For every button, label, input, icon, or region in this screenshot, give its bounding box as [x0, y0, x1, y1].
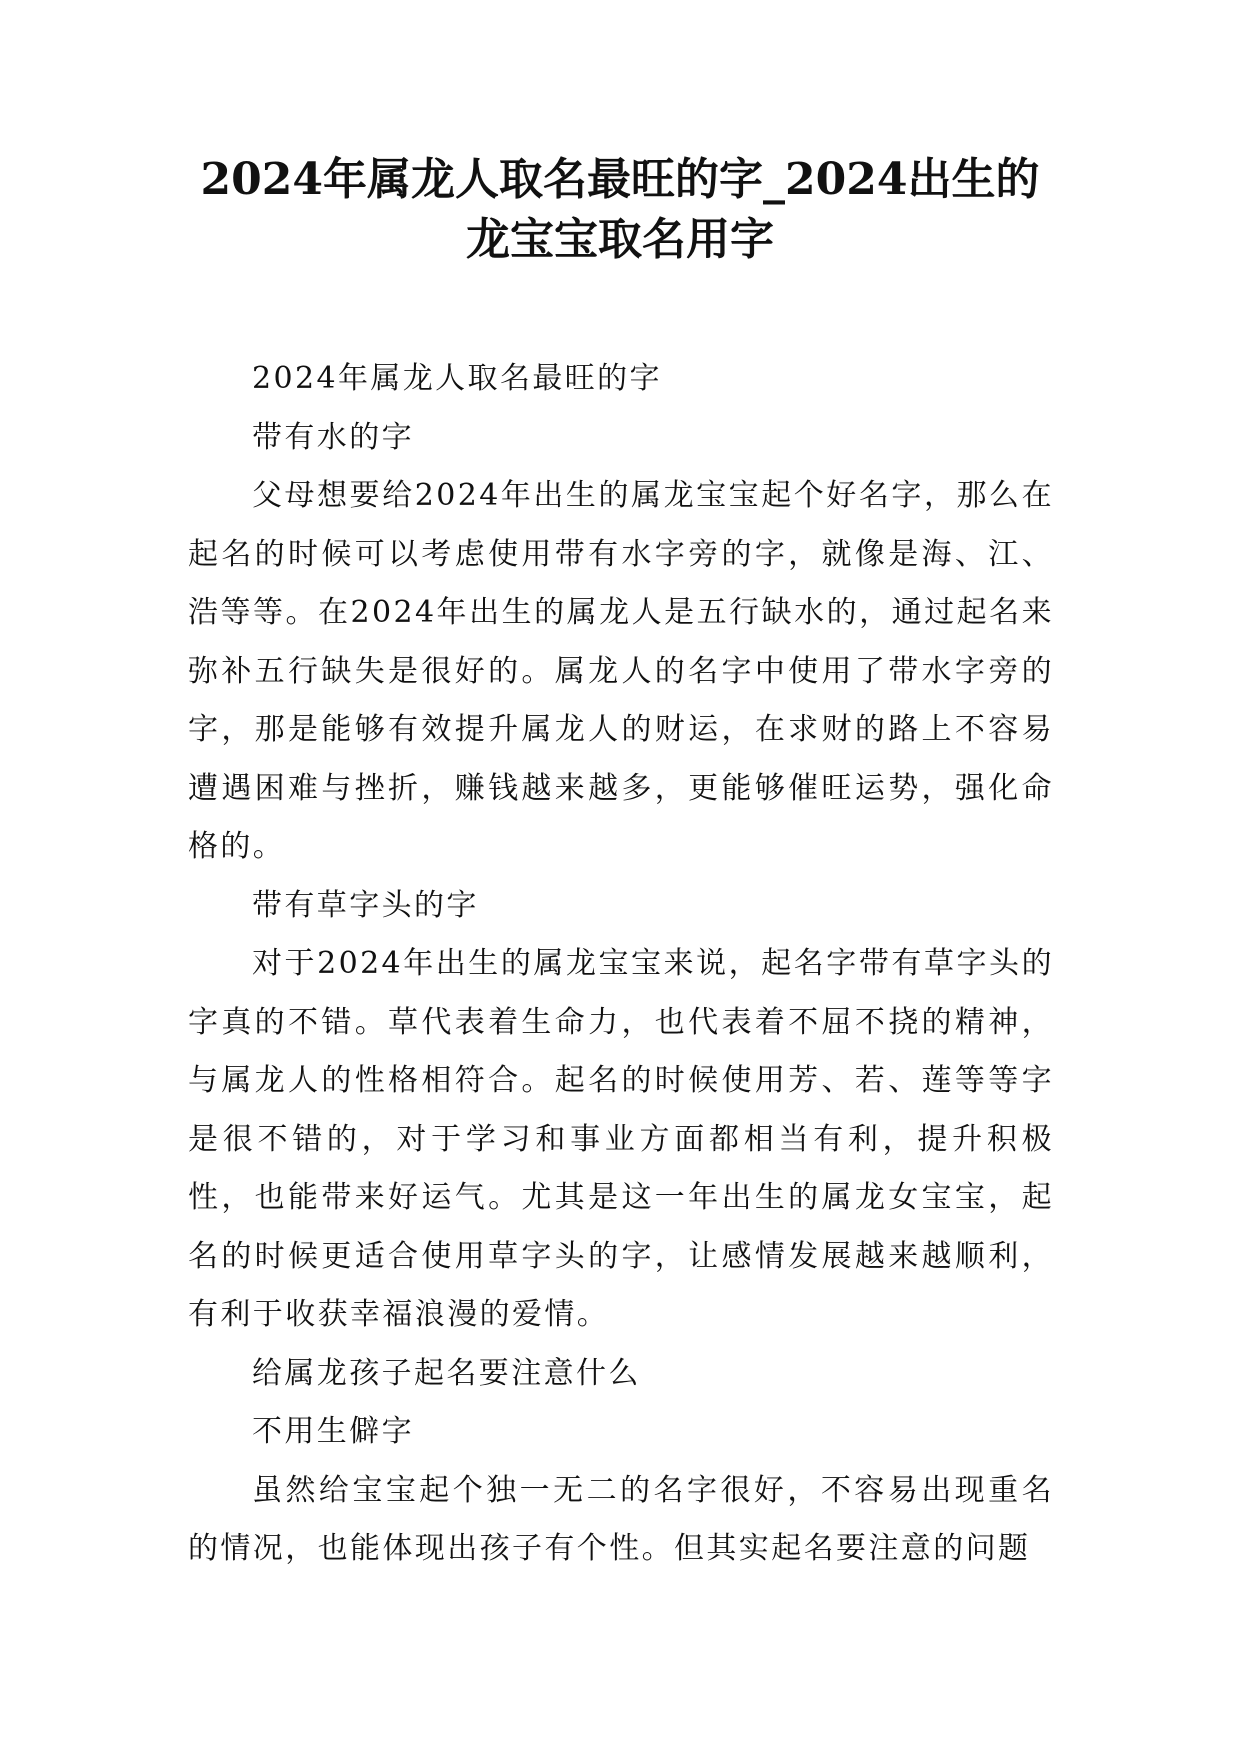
- section-heading: 给属龙孩子起名要注意什么: [252, 1355, 641, 1391]
- subsection-heading: 带有水的字: [252, 419, 414, 455]
- subsection-heading: 不用生僻字: [252, 1414, 414, 1449]
- document-title: 2024年属龙人取名最旺的字_2024出生的龙宝宝取名用字: [200, 154, 1040, 265]
- subsection-heading: 带有草字头的字: [252, 887, 479, 923]
- body-paragraph: 虽然给宝宝起个独一无二的名字很好，不容易出现重名的情况，也能体现出孩子有个性。但其实起名要注意的问题: [188, 1472, 1054, 1566]
- section-heading: 2024年属龙人取名最旺的字: [252, 361, 662, 396]
- document-body: [188, 350, 1054, 1579]
- body-paragraph: 对于2024年出生的属龙宝宝来说，起名字带有草字头的字真的不错。草代表着生命力，也代表着不屈不挠的精神，与属龙人的性格相符合。起名的时候使用芳、若、莲等等字是很不错的，对于学习和事业方面都相当有利，提升积极性，也能带来好运气。尤其是这一年出生的属龙女宝宝，起名的时候更适合使用草字头的字，让感情发展越来越顺利，有利于收获幸福浪漫的爱情。: [188, 946, 1054, 1332]
- body-paragraph: 父母想要给2024年出生的属龙宝宝起个好名字，那么在起名的时候可以考虑使用带有水字旁的字，就像是海、江、浩等等。在2024年出生的属龙人是五行缺水的，通过起名来弥补五行缺失是很好的。属龙人的名字中使用了带水字旁的字，那是能够有效提升属龙人的财运，在求财的路上不容易遭遇困难与挫折，赚钱越来越多，更能够催旺运势，强化命格的。: [188, 478, 1054, 864]
